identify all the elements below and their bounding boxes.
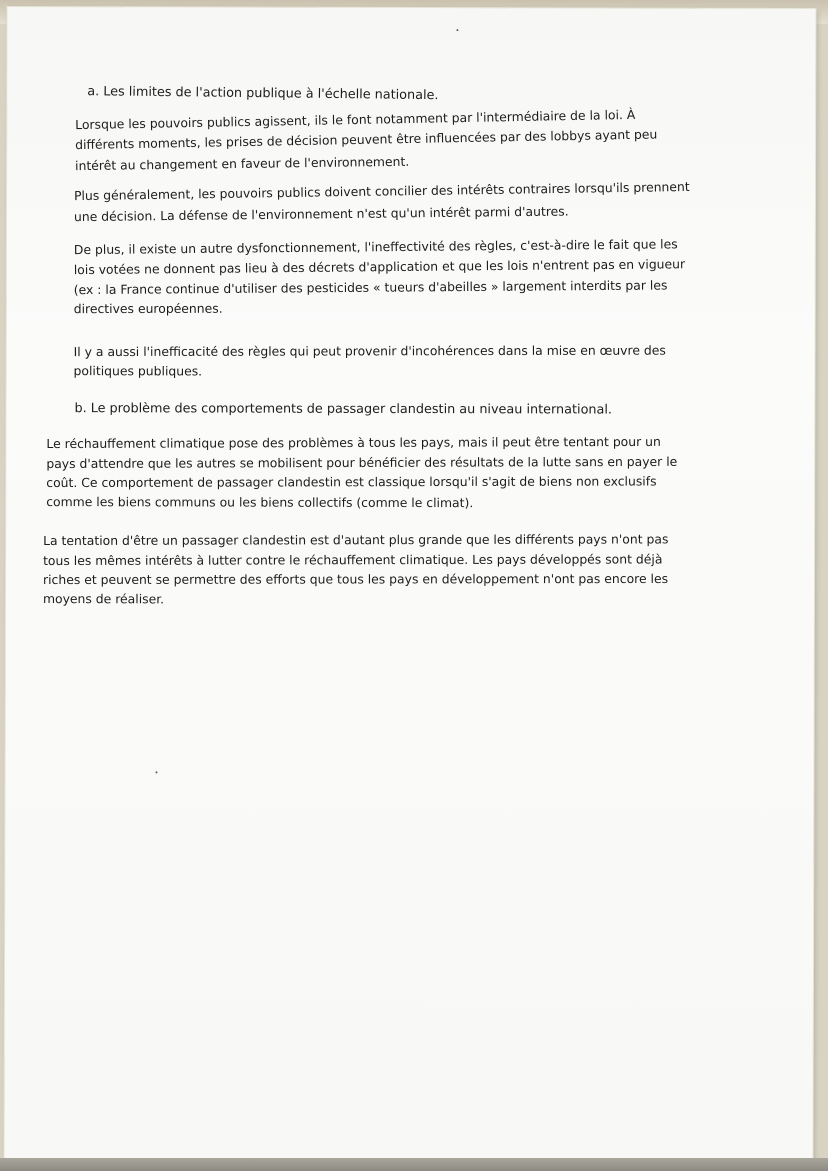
section-a-p2-line-1: Plus généralement, les pouvoirs publics doivent concilier des intérêts contraires lorsqu'ils prennent bbox=[73, 178, 690, 204]
section-b-p2-line-4: moyens de réaliser. bbox=[42, 591, 165, 607]
section-b-p2-line-1: La tentation d'être un passager clandestin est d'autant plus grande que les différents pays n'ont pas bbox=[43, 531, 669, 549]
section-b-p2-line-3: riches et peuvent se permettre des efforts que tous les pays en développement n'ont pas encore les bbox=[42, 570, 669, 588]
section-a-p1-line-2: différents moments, les prises de décision peuvent être influencées par des lobbys ayant peu bbox=[75, 126, 658, 153]
scan-backdrop-bottom bbox=[0, 1158, 828, 1171]
paper-speck bbox=[456, 29, 458, 31]
section-a-p3-line-2: lois votées ne donnent pas lieu à des décrets d'application et que les lois n'entrent pas en vigueur bbox=[73, 256, 686, 278]
section-b-p1-line-2: pays d'attendre que les autres se mobilisent pour bénéficier des résultats de la lutte sans en payer le bbox=[46, 453, 678, 472]
section-b-p1-line-3: coût. Ce comportement de passager clandestin est classique lorsqu'il s'agit de biens non exclusifs bbox=[46, 473, 657, 491]
section-b-p2-line-2: tous les mêmes intérêts à lutter contre le réchauffement climatique. Les pays développés sont déjà bbox=[43, 551, 663, 569]
section-a-p3-line-1: De plus, il existe un autre dysfonctionnement, l'ineffectivité des règles, c'est-à-dire le fait que les bbox=[73, 236, 678, 258]
section-a-p4-line-2: politiques publiques. bbox=[73, 363, 203, 379]
section-b-p1-line-1: Le réchauffement climatique pose des problèmes à tous les pays, mais il peut être tentant pour un bbox=[46, 433, 661, 452]
section-a-p3-line-4: directives européennes. bbox=[73, 300, 223, 317]
section-a-p1-line-1: Lorsque les pouvoirs publics agissent, ils le font notamment par l'intermédiaire de la loi. À bbox=[75, 106, 636, 133]
section-b-heading: b. Le problème des comportements de passager clandestin au niveau international. bbox=[74, 401, 613, 418]
paper-sheet bbox=[4, 7, 815, 1161]
section-a-heading: a. Les limites de l'action publique à l'échelle nationale. bbox=[87, 84, 439, 104]
section-a-p1-line-3: intérêt au changement en faveur de l'environnement. bbox=[74, 153, 410, 174]
section-a-p2-line-2: une décision. La défense de l'environnement n'est qu'un intérêt parmi d'autres. bbox=[73, 203, 569, 225]
section-a-p4-line-1: Il y a aussi l'inefficacité des règles qui peut provenir d'incohérences dans la mise en œuvre des bbox=[73, 342, 666, 360]
section-a-p3-line-3: (ex : la France continue d'utiliser des pesticides « tueurs d'abeilles » largement interdits par les bbox=[73, 277, 668, 298]
section-b-p1-line-4: comme les biens communs ou les biens collectifs (comme le climat). bbox=[46, 494, 474, 511]
paper-speck bbox=[156, 771, 158, 773]
